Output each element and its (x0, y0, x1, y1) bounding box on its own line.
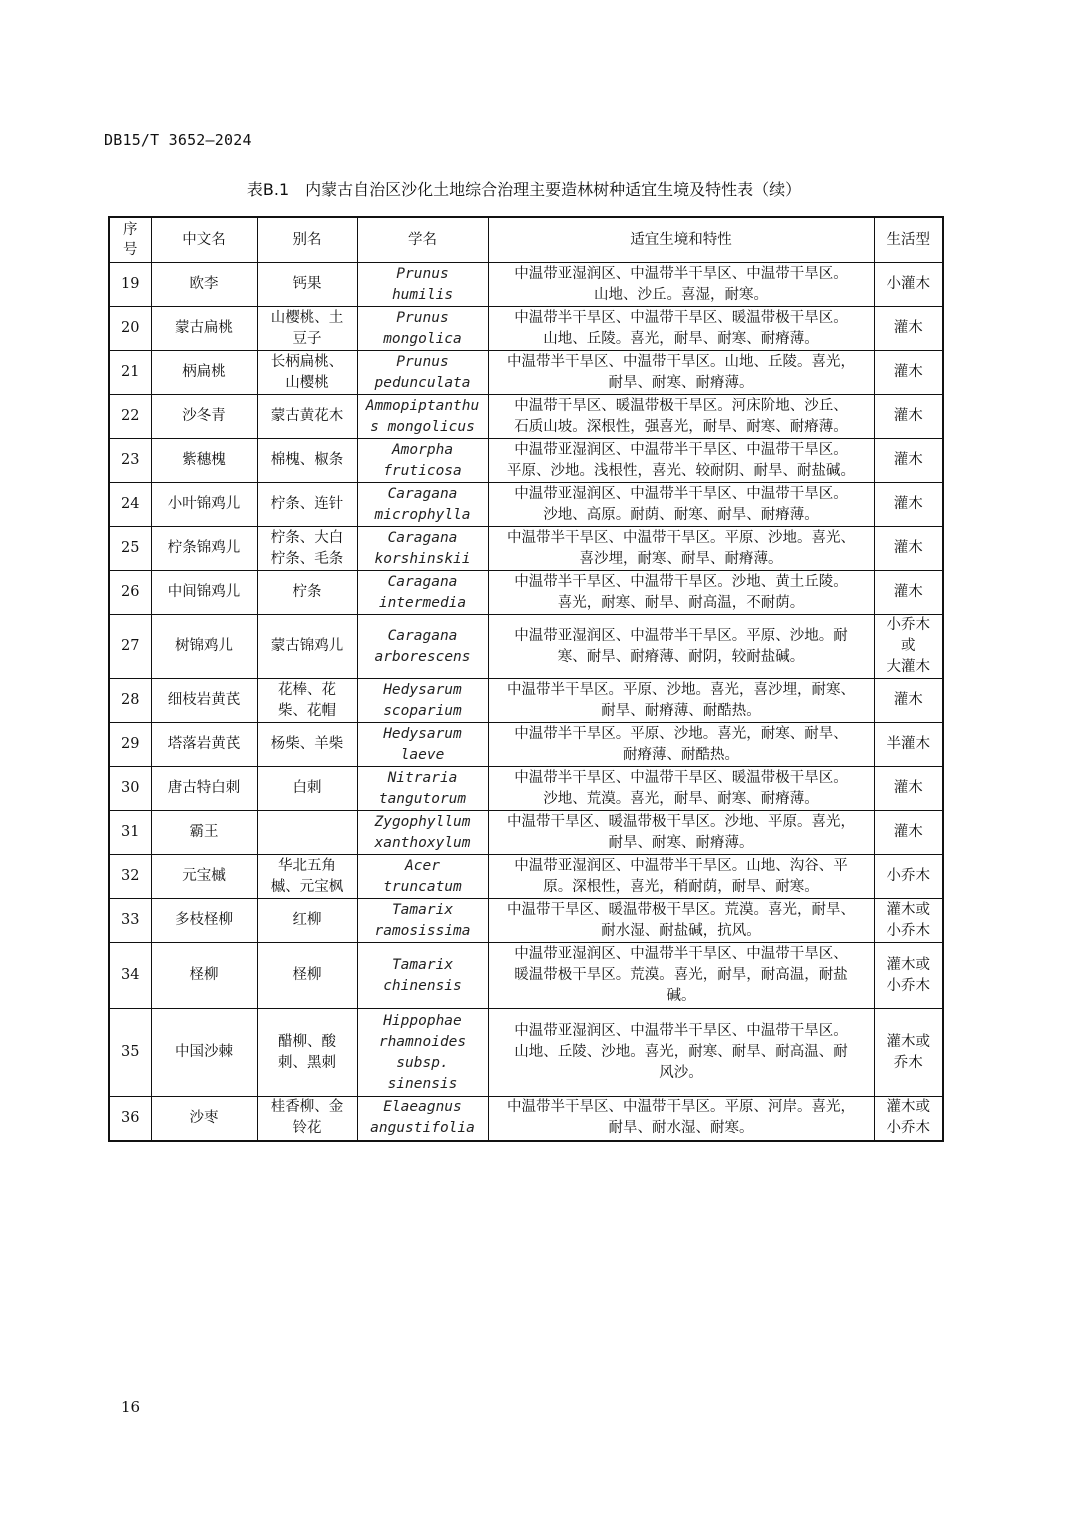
cell-number: 33 (109, 899, 151, 943)
cell-chinese-name: 树锦鸡儿 (151, 615, 257, 679)
table-row (109, 855, 943, 899)
cell-habitat: 中温带亚湿润区、中温带半干旱区。山地、沟谷、平 原。深根性，喜光，稍耐荫，耐旱、耐寒。 (488, 855, 874, 899)
cell-habitat: 中温带亚湿润区、中温带半干旱区。平原、沙地。耐 寒、耐旱、耐瘠薄、耐阴，较耐盐碱。 (488, 615, 874, 679)
cell-scientific-name: Prunus humilis (357, 263, 488, 307)
cell-scientific-name: Caragana microphylla (357, 483, 488, 527)
table-row (109, 351, 943, 395)
cell-number: 36 (109, 1097, 151, 1141)
cell-alias: 柠条、连针 (257, 483, 357, 527)
cell-alias: 柠条 (257, 571, 357, 615)
cell-life-form: 小乔木 或 大灌木 (874, 615, 943, 679)
table-row (109, 899, 943, 943)
cell-scientific-name: Caragana arborescens (357, 615, 488, 679)
col-header-life-form: 生活型 (874, 217, 943, 263)
table-row (109, 527, 943, 571)
cell-habitat: 中温带半干旱区、中温带干旱区。山地、丘陵。喜光， 耐旱、耐寒、耐瘠薄。 (488, 351, 874, 395)
cell-chinese-name: 多枝柽柳 (151, 899, 257, 943)
cell-chinese-name: 柠条锦鸡儿 (151, 527, 257, 571)
cell-scientific-name: Zygophyllum xanthoxylum (357, 811, 488, 855)
cell-chinese-name: 中国沙棘 (151, 1009, 257, 1097)
page-number: 16 (121, 1398, 141, 1416)
cell-habitat: 中温带半干旱区、中温带干旱区。平原、河岸。喜光， 耐旱、耐水湿、耐寒。 (488, 1097, 874, 1141)
cell-habitat: 中温带亚湿润区、中温带半干旱区、中温带干旱区、 暖温带极干旱区。荒漠。喜光，耐旱，耐高温，耐盐 碱。 (488, 943, 874, 1009)
cell-alias: 华北五角 槭、元宝枫 (257, 855, 357, 899)
cell-life-form: 灌木 (874, 767, 943, 811)
cell-alias: 花棒、花 柴、花帽 (257, 679, 357, 723)
cell-number: 25 (109, 527, 151, 571)
cell-habitat: 中温带亚湿润区、中温带半干旱区、中温带干旱区。 平原、沙地。浅根性，喜光、较耐阴、耐旱、耐盐碱。 (488, 439, 874, 483)
cell-life-form: 灌木 (874, 351, 943, 395)
table-body (109, 263, 943, 1141)
cell-life-form: 灌木 (874, 811, 943, 855)
cell-scientific-name: Tamarix ramosissima (357, 899, 488, 943)
cell-habitat: 中温带亚湿润区、中温带半干旱区、中温带干旱区。 山地、丘陵、沙地。喜光，耐寒、耐旱、耐高温、耐 风沙。 (488, 1009, 874, 1097)
cell-number: 26 (109, 571, 151, 615)
cell-life-form: 灌木 (874, 307, 943, 351)
cell-habitat: 中温带亚湿润区、中温带半干旱区、中温带干旱区。 沙地、高原。耐荫、耐寒、耐旱、耐瘠薄。 (488, 483, 874, 527)
cell-number: 23 (109, 439, 151, 483)
col-header-alias: 别名 (257, 217, 357, 263)
cell-alias: 桂香柳、金 铃花 (257, 1097, 357, 1141)
cell-habitat: 中温带半干旱区、中温带干旱区、暖温带极干旱区。 山地、丘陵。喜光，耐旱、耐寒、耐瘠薄。 (488, 307, 874, 351)
cell-chinese-name: 柄扁桃 (151, 351, 257, 395)
cell-number: 20 (109, 307, 151, 351)
cell-habitat: 中温带半干旱区、中温带干旱区。沙地、黄土丘陵。 喜光，耐寒、耐旱、耐高温，不耐荫。 (488, 571, 874, 615)
cell-life-form: 灌木或 小乔木 (874, 943, 943, 1009)
table-header (109, 217, 943, 263)
cell-number: 27 (109, 615, 151, 679)
cell-number: 30 (109, 767, 151, 811)
table-row (109, 571, 943, 615)
cell-number: 35 (109, 1009, 151, 1097)
cell-life-form: 灌木或 小乔木 (874, 899, 943, 943)
cell-alias: 棉槐、椒条 (257, 439, 357, 483)
cell-chinese-name: 塔落岩黄芪 (151, 723, 257, 767)
cell-scientific-name: Hippophae rhamnoides subsp. sinensis (357, 1009, 488, 1097)
col-header-no: 序 号 (109, 217, 151, 263)
cell-number: 28 (109, 679, 151, 723)
cell-habitat: 中温带半干旱区、中温带干旱区。平原、沙地。喜光、 喜沙埋，耐寒、耐旱、耐瘠薄。 (488, 527, 874, 571)
cell-scientific-name: Hedysarum scoparium (357, 679, 488, 723)
cell-alias: 柽柳 (257, 943, 357, 1009)
cell-alias: 杨柴、羊柴 (257, 723, 357, 767)
cell-scientific-name: Caragana intermedia (357, 571, 488, 615)
table-row (109, 439, 943, 483)
table-row (109, 767, 943, 811)
cell-habitat: 中温带干旱区、暖温带极干旱区。沙地、平原。喜光， 耐旱、耐寒、耐瘠薄。 (488, 811, 874, 855)
cell-scientific-name: Elaeagnus angustifolia (357, 1097, 488, 1141)
cell-alias: 长柄扁桃、 山樱桃 (257, 351, 357, 395)
table-row (109, 483, 943, 527)
cell-life-form: 小灌木 (874, 263, 943, 307)
cell-chinese-name: 柽柳 (151, 943, 257, 1009)
cell-scientific-name: Prunus mongolica (357, 307, 488, 351)
cell-chinese-name: 紫穗槐 (151, 439, 257, 483)
table-title: 表B.1 内蒙古自治区沙化土地综合治理主要造林树种适宜生境及特性表（续） (246, 180, 802, 199)
col-header-habitat: 适宜生境和特性 (488, 217, 874, 263)
cell-habitat: 中温带半干旱区。平原、沙地。喜光，耐寒、耐旱、 耐瘠薄、耐酷热。 (488, 723, 874, 767)
species-table (108, 216, 944, 1142)
cell-life-form: 灌木或 乔木 (874, 1009, 943, 1097)
cell-life-form: 半灌木 (874, 723, 943, 767)
cell-number: 24 (109, 483, 151, 527)
cell-alias: 蒙古锦鸡儿 (257, 615, 357, 679)
cell-scientific-name: Ammopiptanthu s mongolicus (357, 395, 488, 439)
table-row (109, 1097, 943, 1141)
table-row (109, 811, 943, 855)
header-row (109, 217, 943, 263)
cell-chinese-name: 欧李 (151, 263, 257, 307)
col-header-scientific-name: 学名 (357, 217, 488, 263)
cell-number: 29 (109, 723, 151, 767)
cell-alias: 白刺 (257, 767, 357, 811)
cell-habitat: 中温带半干旱区、中温带干旱区、暖温带极干旱区。 沙地、荒漠。喜光，耐旱、耐寒、耐瘠薄。 (488, 767, 874, 811)
cell-number: 22 (109, 395, 151, 439)
cell-alias: 柠条、大白 柠条、毛条 (257, 527, 357, 571)
document-code: DB15/T 3652—2024 (104, 131, 252, 149)
cell-alias: 山樱桃、土 豆子 (257, 307, 357, 351)
cell-number: 21 (109, 351, 151, 395)
cell-scientific-name: Amorpha fruticosa (357, 439, 488, 483)
cell-habitat: 中温带半干旱区。平原、沙地。喜光，喜沙埋，耐寒、 耐旱、耐瘠薄、耐酷热。 (488, 679, 874, 723)
cell-chinese-name: 中间锦鸡儿 (151, 571, 257, 615)
cell-number: 31 (109, 811, 151, 855)
cell-life-form: 灌木 (874, 439, 943, 483)
cell-scientific-name: Prunus pedunculata (357, 351, 488, 395)
table-row (109, 679, 943, 723)
cell-scientific-name: Caragana korshinskii (357, 527, 488, 571)
cell-habitat: 中温带干旱区、暖温带极干旱区。河床阶地、沙丘、 石质山坡。深根性，强喜光，耐旱、耐寒、耐瘠薄。 (488, 395, 874, 439)
cell-habitat: 中温带亚湿润区、中温带半干旱区、中温带干旱区。 山地、沙丘。喜湿，耐寒。 (488, 263, 874, 307)
cell-scientific-name: Nitraria tangutorum (357, 767, 488, 811)
cell-chinese-name: 霸王 (151, 811, 257, 855)
cell-alias (257, 811, 357, 855)
cell-number: 19 (109, 263, 151, 307)
table-row (109, 307, 943, 351)
table-row (109, 263, 943, 307)
cell-scientific-name: Tamarix chinensis (357, 943, 488, 1009)
col-header-chinese-name: 中文名 (151, 217, 257, 263)
cell-scientific-name: Acer truncatum (357, 855, 488, 899)
cell-alias: 蒙古黄花木 (257, 395, 357, 439)
cell-alias: 钙果 (257, 263, 357, 307)
cell-life-form: 灌木 (874, 395, 943, 439)
table-row (109, 723, 943, 767)
table-row (109, 1009, 943, 1097)
cell-chinese-name: 蒙古扁桃 (151, 307, 257, 351)
table-row (109, 943, 943, 1009)
cell-chinese-name: 沙冬青 (151, 395, 257, 439)
cell-chinese-name: 细枝岩黄芪 (151, 679, 257, 723)
cell-alias: 红柳 (257, 899, 357, 943)
cell-chinese-name: 唐古特白刺 (151, 767, 257, 811)
cell-alias: 醋柳、酸 刺、黑刺 (257, 1009, 357, 1097)
cell-life-form: 灌木 (874, 527, 943, 571)
cell-chinese-name: 小叶锦鸡儿 (151, 483, 257, 527)
cell-life-form: 灌木 (874, 483, 943, 527)
cell-number: 32 (109, 855, 151, 899)
cell-life-form: 灌木或 小乔木 (874, 1097, 943, 1141)
cell-life-form: 灌木 (874, 679, 943, 723)
cell-life-form: 小乔木 (874, 855, 943, 899)
cell-chinese-name: 沙枣 (151, 1097, 257, 1141)
table-row (109, 615, 943, 679)
cell-life-form: 灌木 (874, 571, 943, 615)
cell-chinese-name: 元宝槭 (151, 855, 257, 899)
cell-number: 34 (109, 943, 151, 1009)
cell-habitat: 中温带干旱区、暖温带极干旱区。荒漠。喜光，耐旱、 耐水湿、耐盐碱，抗风。 (488, 899, 874, 943)
cell-scientific-name: Hedysarum laeve (357, 723, 488, 767)
table-row (109, 395, 943, 439)
